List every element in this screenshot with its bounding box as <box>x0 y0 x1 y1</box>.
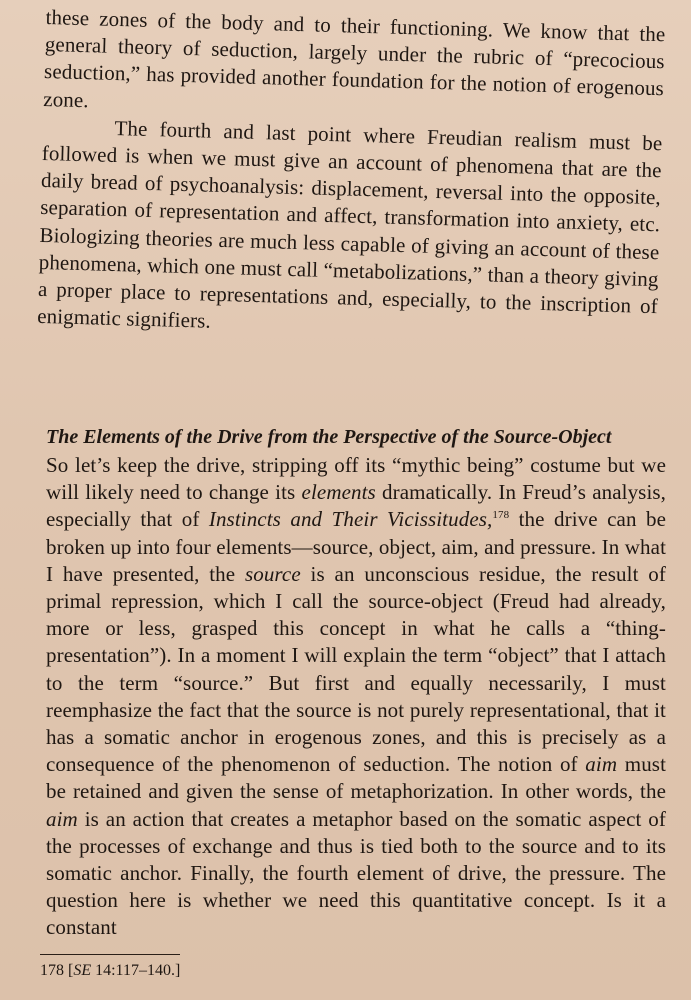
aim-emphasis: aim <box>46 806 78 831</box>
paragraph-fourth-point: The fourth and last point where Freudian realism must be followed is when we must give an account of phenomena that are the daily bread of psychoanalysis: displacement, reversal into the opposite, separation of representation and affect, transformation into anxiety, etc. Biologizing theories are much less capable of giving an account of these phenomena, which one must call “metabolizations,” than a theory giving a proper place to representations and, especially, to the inscription of enigmatic signifiers. <box>36 115 663 333</box>
body-text: is an unconscious residue, the result of primal repression, which I call the source-object (Freud had already, more or less, grasped this concept in what he calls a “thing-presentation”). In a moment I will explain the term “object” that I attach to the term “source.” But first and equally necessarily, I must reemphasize the fact that the source is not purely representational, that it has a somatic anchor in erogenous zones, and this is precisely as a consequence of the phenomenon of seduction. The notion of <box>46 561 667 777</box>
body-text: is an action that creates a metaphor based on the somatic aspect of the processes of exchange and thus is tied both to the source and to its somatic anchor. Finally, the fourth element of drive, the pressure. The question here is whether we need this quantitative concept. Is it a constant <box>46 806 666 940</box>
footnote-abbreviation: SE <box>73 962 92 979</box>
source-emphasis: source <box>244 561 301 586</box>
body-text: So let’s keep the drive, stripping off its “mythic being” costume but we will likely need to change its <box>46 453 666 505</box>
paragraph-drive-elements <box>46 452 666 942</box>
footnote-reference: 178 <box>492 509 510 522</box>
elements-emphasis: elements <box>301 480 376 505</box>
footnote-reference-text: 14:117–140.] <box>91 962 181 979</box>
footnote <box>40 961 180 981</box>
body-text: dramatically. In Freud’s analysis, especially that of <box>46 480 667 532</box>
footnote-divider <box>40 954 180 955</box>
footnote-number: 178 <box>40 962 64 979</box>
work-title: Instincts and Their Vicissitudes, <box>208 507 493 532</box>
section-heading: The Elements of the Drive from the Perspective of the Source-Object <box>46 426 612 448</box>
body-text: the drive can be broken up into four elements—source, object, aim, and pressure. In what I have presented, the <box>46 507 667 586</box>
paragraph-erogenous-zone: these zones of the body and to their functioning. We know that the general theory of seduction, largely under the rubric of “precocious seduction,” has provided another foundation for the notion of erogenous zone. <box>43 4 666 112</box>
aim-emphasis: aim <box>585 752 618 777</box>
body-text: must be retained and given the sense of metaphorization. In other words, the <box>46 752 666 804</box>
footnote-bracket: [ <box>64 962 74 979</box>
section-body-block <box>46 452 666 942</box>
section-heading-block <box>46 424 666 450</box>
top-text-block <box>37 4 666 348</box>
